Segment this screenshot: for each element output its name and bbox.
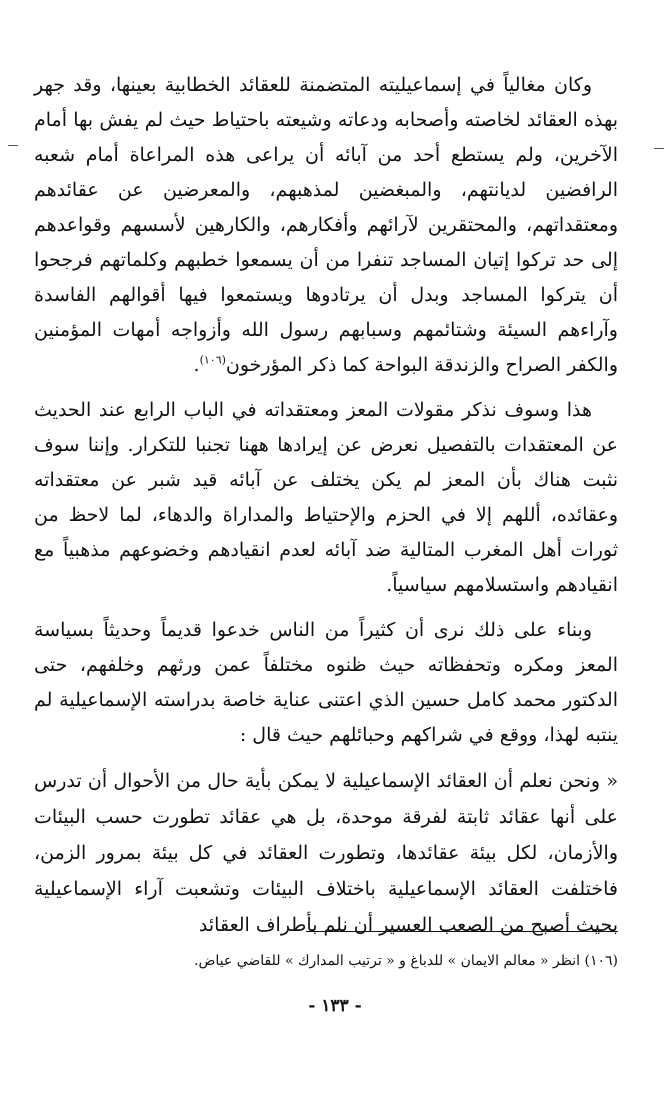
block-quote: « ونحن نعلم أن العقائد الإسماعيلية لا يمكن بأية حال من الأحوال أن تدرس على أنها عقائد ثابتة لفرقة موحدة، بل هي عقائد تطورت حسب البيئات والأزمان، لكل بيئة عقائدها، وتطورت العقائد في كل بيئة بمرور الزمن، فاختلفت العقائد الإسماعيلية باختلاف البيئات وتشعبت آراء الإسماعيلية بحيث أصبح من الصعب العسير أن نلم بأطراف العقائد	[34, 770, 618, 936]
page-body	[34, 68, 618, 943]
footnote-text: (١٠٦) انظر « معالم الايمان » للدباغ و « ترتيب المدارك » للقاضي عياض.	[194, 953, 618, 969]
footnote-reference[interactable]: (١٠٦)	[199, 353, 226, 367]
margin-mark	[8, 145, 18, 146]
paragraph-3: وبناء على ذلك نرى أن كثيراً من الناس خدعوا قديماً وحديثاً بسياسة المعز ومكره وتحفظاته حيث ظنوه مختلفاً عمن ورثهم وخلفهم، حتى الدكتور محمد كامل حسين الذي اعتنى عناية خاصة بدراسته الإسماعيلية لم ينتبه لهذا، ووقع في شراكهم وحبائلهم حيث قال :	[34, 619, 618, 746]
paragraph-1-text: وكان مغالياً في إسماعيليته المتضمنة للعقائد الخطابية بعينها، وقد جهر بهذه العقائد لخاصته وأصحابه ودعاته وشيعته باحتياط حيث لم يفش بها أمام الآخرين، ولم يستطع أحد من آبائه أن يراعى هذه المراعاة أمام شعبه الرافضين لديانتهم، والمبغضين لمذهبهم، والمعرضين عن عقائدهم ومعتقداتهم، والمحتقرين لآرائهم وأفكارهم، والكارهين لأسسهم وقواعدهم إلى حد تركوا إتيان المساجد تنفرا من أن يسمعوا خطبهم وكلماتهم فرجحوا أن يتركوا المساجد وبدل أن يرتادوها ويستمعوا فيها أقوالهم الفاسدة وآراءهم السيئة وشتائمهم وسبابهم رسول الله وأزواجه أمهات المؤمنين والكفر الصراح والزندقة البواحة كما ذكر المؤرخون	[34, 74, 618, 376]
margin-mark	[654, 148, 664, 149]
paragraph-1-end: .	[193, 354, 200, 376]
paragraph-2: هذا وسوف نذكر مقولات المعز ومعتقداته في الباب الرابع عند الحديث عن المعتقدات بالتفصيل نعرض عن إيرادها ههنا تجنبا للتكرار. وإننا سوف نثبت هناك بأن المعز لم يكن يختلف عن آبائه قيد شبر عن معتقداته وعقائده، أللهم إلا في الحزم والإحتياط والمداراة والدهاء، لما لاحظ من ثورات أهل المغرب المتالية ضد آبائه لعدم انقيادهم وخضوعهم مذهبياً مع انقيادهم واستسلامهم سياسياً.	[34, 399, 618, 596]
page-number: - ١٣٣ -	[308, 996, 362, 1016]
footnote-divider	[306, 931, 618, 932]
paragraph-1	[34, 68, 618, 383]
